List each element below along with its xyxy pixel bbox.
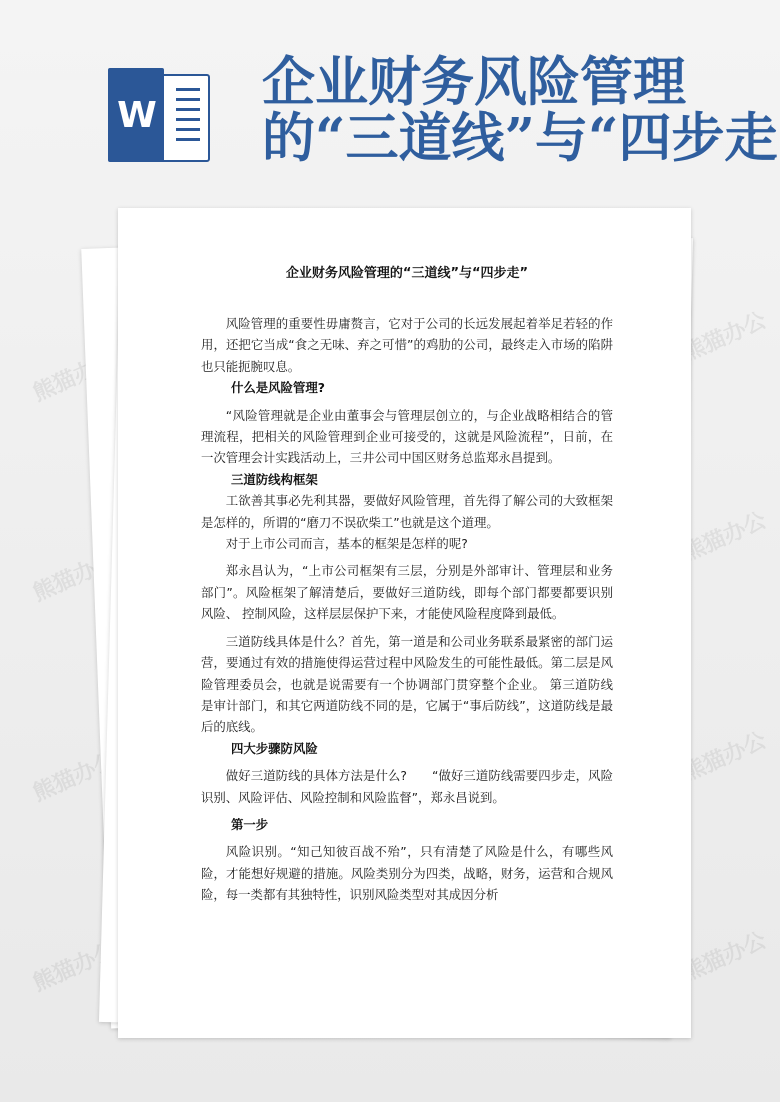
document-body <box>201 262 613 906</box>
word-doc-line <box>176 138 200 141</box>
word-logo-box <box>108 68 164 162</box>
banner-title-line1: 企业财务风险管理 <box>262 54 686 113</box>
word-doc-line <box>176 108 200 111</box>
word-doc-line <box>176 98 200 101</box>
section-heading: 四大步骤防风险 <box>231 740 318 756</box>
paragraph: 郑永昌认为，“上市公司框架有三层，分别是外部审计、管理层和业务部门”。风险框架了解清楚后，要做好三道防线，即每个部门都要都要识别风险、 控制风险，这样层层保护下来，才能使风险程度降到最低。 <box>201 563 613 622</box>
banner-title-line2: 的“三道线”与“四步走 <box>262 107 778 166</box>
paragraph: “风险管理就是企业由董事会与管理层创立的，与企业战略相结合的管理流程，把相关的风险管理到企业可接受的，这就是风险流程”，日前，在一次管理会计实践活动上，三井公司中国区财务总监郑永昌提到。 <box>201 407 613 466</box>
section-heading: 什么是风险管理? <box>231 380 325 396</box>
word-logo-letter: W <box>117 94 155 136</box>
paragraph: 风险管理的重要性毋庸赘言，它对于公司的长远发展起着举足若轻的作用，还把它当成“食之无味、弃之可惜”的鸡肋的公司，最终走入市场的陷阱也只能扼腕叹息。 <box>201 316 613 374</box>
paragraph: 对于上市公司而言，基本的框架是怎样的呢? <box>225 536 468 552</box>
section-heading: 第一步 <box>231 816 269 832</box>
paragraph: 三道防线具体是什么？首先，第一道是和公司业务联系最紧密的部门运营，要通过有效的措施使得运营过程中风险发生的可能性最低。第二层是风险管理委员会，也就是说需要有一个协调部门贯穿整个企业。 第三道防线是审计部门，和其它两道防线不同的是，它属于“事后防线”，这道防线是最后的底线。 <box>201 633 613 735</box>
word-doc-line <box>176 88 200 91</box>
word-doc-line <box>176 118 200 121</box>
document-title: 企业财务风险管理的“三道线”与“四步走” <box>285 266 529 281</box>
section-heading: 三道防线构框架 <box>231 471 318 487</box>
word-icon <box>108 68 208 162</box>
word-doc-line <box>176 128 200 131</box>
paragraph: 工欲善其事必先利其器，要做好风险管理，首先得了解公司的大致框架是怎样的，所谓的“磨刀不误砍柴工”也就是这个道理。 <box>201 493 613 530</box>
paragraph: 风险识别。“知己知彼百战不殆”，只有清楚了风险是什么，有哪些风险，才能想好规避的措施。风险类别分为四类，战略，财务，运营和合规风险，每一类都有其独特性，识别风险类型对其成因分析 <box>201 844 613 903</box>
paragraph: 做好三道防线的具体方法是什么? “做好三道防线需要四步走，风险识别、风险评估、风险控制和风险监督”，郑永昌说到。 <box>201 768 613 805</box>
banner-title <box>262 54 780 166</box>
